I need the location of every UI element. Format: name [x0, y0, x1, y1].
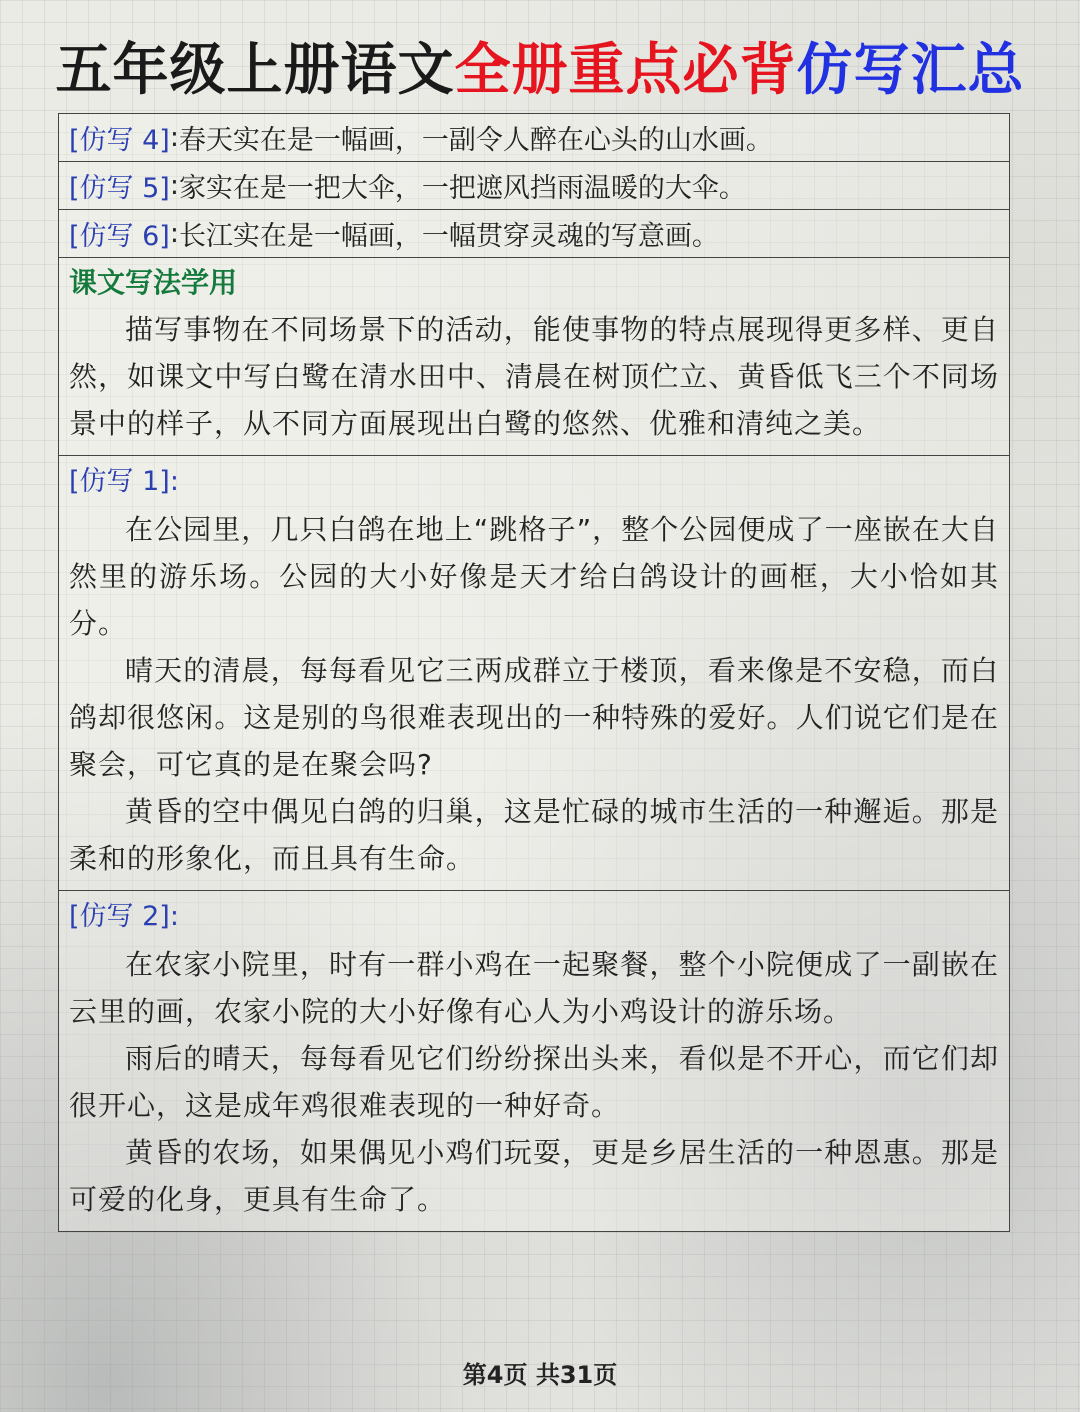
example-1-heading: [仿写 1]:	[69, 466, 179, 497]
fangxie-text: 春天实在是一幅画，一副令人醉在心头的山水画。	[178, 125, 773, 156]
example-paragraph: 在农家小院里，时有一群小鸡在一起聚餐，整个小院便成了一副嵌在云里的画，农家小院的大小好像有心人为小鸡设计的游乐场。	[69, 948, 999, 1028]
content-table	[58, 113, 1010, 1232]
title-part-black: 五年级上册语文	[55, 37, 455, 103]
fangxie-text: 家实在是一把大伞，一把遮风挡雨温暖的大伞。	[178, 173, 746, 204]
method-section	[59, 258, 1009, 456]
example-paragraph: 黄昏的空中偶见白鸽的归巢，这是忙碌的城市生活的一种邂逅。那是柔和的形象化，而且具有生命。	[69, 795, 999, 875]
fangxie-tag: [仿写 6]	[69, 221, 170, 252]
example-1-section	[59, 456, 1009, 891]
fangxie-row-5	[59, 162, 1009, 210]
page-title	[0, 30, 1080, 110]
fangxie-text: 长江实在是一幅画，一幅贯穿灵魂的写意画。	[178, 221, 719, 252]
fangxie-colon: :	[169, 122, 179, 153]
example-2-section	[59, 891, 1009, 1231]
example-paragraph: 在公园里，几只白鸽在地上“跳格子”，整个公园便成了一座嵌在大自然里的游乐场。公园的大小好像是天才给白鸽设计的画框，大小恰如其分。	[69, 513, 999, 640]
fangxie-colon: :	[169, 170, 179, 201]
title-part-blue: 仿写汇总	[796, 37, 1025, 103]
page-number: 第4页 共31页	[462, 1361, 618, 1389]
example-paragraph: 晴天的清晨，每每看见它三两成群立于楼顶，看来像是不安稳，而白鸽却很悠闲。这是别的鸟很难表现出的一种特殊的爱好。人们说它们是在聚会，可它真的是在聚会吗?	[69, 654, 999, 781]
example-paragraph: 黄昏的农场，如果偶见小鸡们玩耍，更是乡居生活的一种恩惠。那是可爱的化身，更具有生命了。	[69, 1136, 999, 1216]
fangxie-tag: [仿写 5]	[69, 173, 170, 204]
example-paragraph: 雨后的晴天，每每看见它们纷纷探出头来，看似是不开心，而它们却很开心，这是成年鸡很难表现的一种好奇。	[69, 1042, 999, 1122]
fangxie-tag: [仿写 4]	[69, 125, 170, 156]
title-part-red: 全册重点必背	[454, 37, 797, 103]
fangxie-row-4	[59, 114, 1009, 162]
fangxie-colon: :	[169, 218, 179, 249]
method-heading: 课文写法学用	[69, 266, 238, 299]
fangxie-row-6	[59, 210, 1009, 258]
method-paragraph: 描写事物在不同场景下的活动，能使事物的特点展现得更多样、更自然，如课文中写白鹭在清水田中、清晨在树顶伫立、黄昏低飞三个不同场景中的样子，从不同方面展现出白鹭的悠然、优雅和清纯之美。	[69, 313, 999, 440]
example-2-heading: [仿写 2]:	[69, 901, 179, 932]
